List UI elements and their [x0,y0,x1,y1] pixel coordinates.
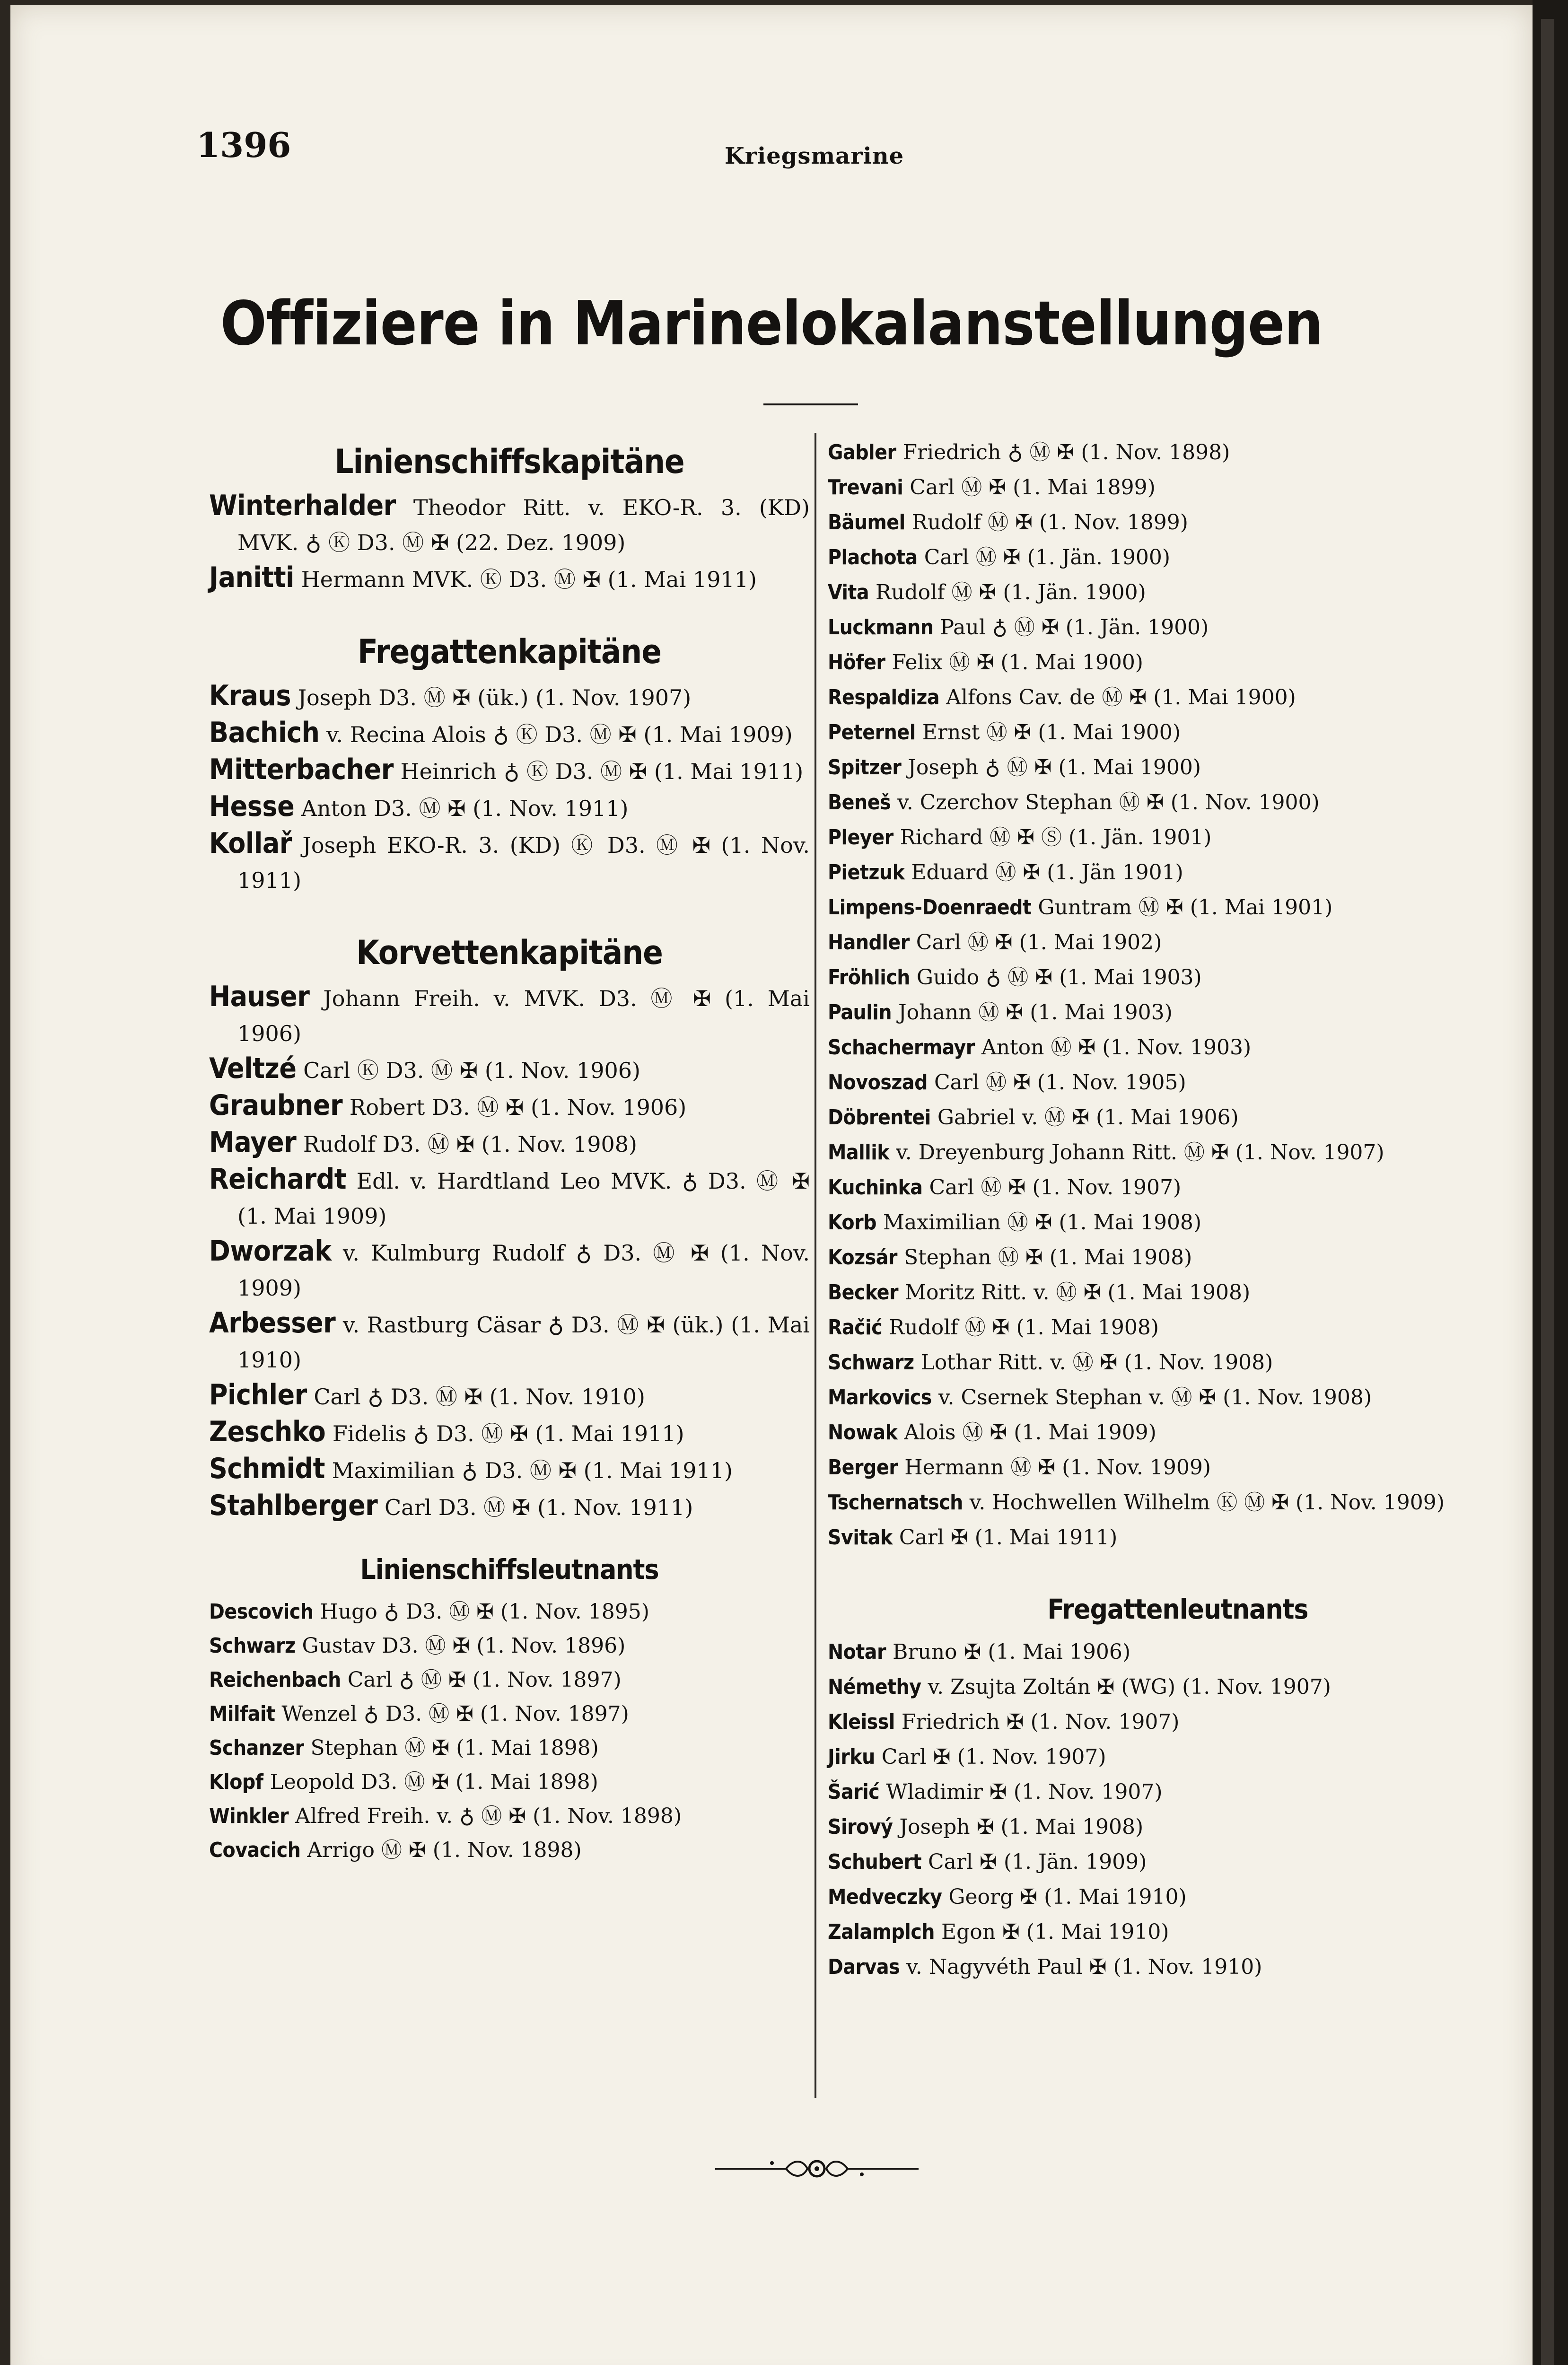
list-item [828,1740,1528,1775]
entry-details: Johann Freih. v. MVK. D3. Ⓜ ✠ (1. Mai 1906) [237,986,810,1046]
entry-surname: Novoszad [828,1070,928,1095]
left-column [209,435,810,1867]
entry-details: Leopold D3. Ⓜ ✠ (1. Mai 1898) [263,1770,598,1794]
entry-details: Carl ✠ (1. Jän. 1909) [921,1850,1147,1874]
list-fregattenleutnants [828,1635,1528,1985]
list-item [828,925,1528,960]
entry-details: Wladimir ✠ (1. Nov. 1907) [879,1780,1163,1804]
entry-surname: Markovics [828,1385,932,1410]
entry-details: Georg ✠ (1. Mai 1910) [942,1885,1187,1909]
entry-surname: Schmidt [209,1452,325,1485]
entry-details: Johann Ⓜ ✠ (1. Mai 1903) [892,1000,1173,1025]
entry-details: Friedrich ♁ Ⓜ ✠ (1. Nov. 1898) [896,440,1230,464]
entry-details: Carl Ⓜ ✠ (1. Mai 1899) [903,475,1156,499]
list-item [828,610,1528,645]
list-item [828,1310,1528,1345]
entry-surname: Medveczky [828,1885,942,1909]
entry-surname: Trevani [828,475,903,499]
list-item [828,855,1528,890]
entry-details: v. Kulmburg Rudolf ♁ D3. Ⓜ ✠ (1. Nov. 1909) [237,1240,810,1301]
list-item [209,488,810,560]
entry-surname: Račić [828,1315,883,1340]
entry-surname: Korb [828,1210,876,1235]
entry-details: Heinrich ♁ Ⓚ D3. Ⓜ ✠ (1. Mai 1911) [393,759,804,784]
entry-surname: Mallik [828,1140,890,1165]
list-item [828,1030,1528,1065]
list-item [828,960,1528,995]
entry-details: Carl D3. Ⓜ ✠ (1. Nov. 1911) [377,1495,693,1520]
list-item [209,1051,810,1088]
entry-surname: Peternel [828,720,916,745]
list-item [209,1088,810,1125]
list-korvettenkapitaene [209,979,810,1525]
list-item [828,1705,1528,1740]
entry-surname: Döbrentei [828,1105,931,1130]
entry-surname: Mayer [209,1126,297,1159]
list-item [209,1765,810,1799]
entry-details: v. Rastburg Cäsar ♁ D3. Ⓜ ✠ (ük.) (1. Mai 1910) [237,1312,810,1373]
entry-details: Felix Ⓜ ✠ (1. Mai 1900) [885,650,1143,674]
list-item [828,1345,1528,1380]
section-heading-linienschiffsleutnants: Linienschiffsleutnants [360,1553,659,1585]
entry-details: Stephan Ⓜ ✠ (1. Mai 1908) [897,1245,1192,1270]
entry-details: v. Zsujta Zoltán ✠ (WG) (1. Nov. 1907) [921,1675,1331,1699]
list-item [828,1635,1528,1670]
entry-details: Edl. v. Hardtland Leo MVK. ♁ D3. Ⓜ ✠ (1. Mai 1909) [237,1168,810,1229]
entry-details: Rudolf Ⓜ ✠ (1. Mai 1908) [882,1315,1159,1340]
list-item [209,1595,810,1629]
entry-surname: Némethy [828,1675,921,1699]
list-item [828,1100,1528,1135]
entry-surname: Zalamplch [828,1920,935,1944]
list-linienschiffskapitaene [209,488,810,597]
list-item [828,1880,1528,1915]
list-item [828,680,1528,715]
list-item [828,715,1528,750]
entry-surname: Svitak [828,1525,893,1550]
entry-details: Hermann Ⓜ ✠ (1. Nov. 1909) [898,1455,1211,1480]
list-item [209,979,810,1051]
entry-surname: Kraus [209,679,291,712]
column-divider [815,433,816,2098]
entry-details: Joseph D3. Ⓜ ✠ (ük.) (1. Nov. 1907) [290,685,692,710]
entry-surname: Respaldiza [828,685,940,710]
entry-details: Fidelis ♁ D3. Ⓜ ✠ (1. Mai 1911) [325,1421,684,1446]
entry-details: Arrigo Ⓜ ✠ (1. Nov. 1898) [300,1838,582,1862]
entry-details: Carl Ⓚ D3. Ⓜ ✠ (1. Nov. 1906) [296,1058,641,1083]
entry-details: Carl Ⓜ ✠ (1. Jän. 1900) [917,545,1171,569]
entry-details: Alois Ⓜ ✠ (1. Mai 1909) [897,1420,1156,1445]
list-item [209,752,810,789]
list-item [828,1485,1528,1520]
entry-details: Rudolf Ⓜ ✠ (1. Nov. 1899) [905,510,1188,534]
entry-surname: Janitti [209,561,295,594]
entry-surname: Fröhlich [828,965,910,990]
entry-surname: Gabler [828,440,896,464]
entry-surname: Plachota [828,545,918,569]
entry-surname: Schubert [828,1850,921,1874]
entry-details: Ernst Ⓜ ✠ (1. Mai 1900) [915,720,1181,745]
entry-surname: Pietzuk [828,860,905,885]
entry-surname: Arbesser [209,1306,336,1340]
entry-surname: Notar [828,1640,886,1664]
entry-surname: Stahlberger [209,1489,378,1522]
entry-surname: Limpens-Doenraedt [828,895,1032,920]
list-item [828,1670,1528,1705]
entry-details: Egon ✠ (1. Mai 1910) [934,1920,1169,1944]
list-item [828,1205,1528,1240]
list-item [828,995,1528,1030]
list-item [828,1520,1528,1555]
entry-surname: Winterhalder [209,489,396,522]
list-item [209,1377,810,1414]
entry-surname: Kollař [209,827,292,860]
entry-details: Carl Ⓜ ✠ (1. Nov. 1905) [927,1070,1186,1095]
entry-details: Rudolf D3. Ⓜ ✠ (1. Nov. 1908) [296,1131,637,1157]
entry-details: Maximilian Ⓜ ✠ (1. Mai 1908) [876,1210,1202,1235]
entry-surname: Bäumel [828,510,905,534]
entry-details: Carl ♁ Ⓜ ✠ (1. Nov. 1897) [341,1668,622,1692]
list-item [828,540,1528,575]
entry-surname: Berger [828,1455,898,1480]
entry-surname: Reichenbach [209,1668,341,1692]
entry-surname: Klopf [209,1770,263,1794]
list-item [828,820,1528,855]
entry-details: Carl ♁ D3. Ⓜ ✠ (1. Nov. 1910) [307,1384,645,1410]
list-item [828,575,1528,610]
entry-details: Theodor Ritt. v. EKO-R. 3. (KD) MVK. ♁ Ⓚ D3. Ⓜ ✠ (22. Dez. 1909) [237,495,810,555]
list-item [828,1240,1528,1275]
entry-surname: Nowak [828,1420,898,1445]
list-item [209,826,810,898]
entry-surname: Dworzak [209,1235,332,1268]
entry-surname: Pleyer [828,825,893,850]
list-item [209,1162,810,1234]
entry-surname: Beneš [828,790,891,815]
list-item [828,435,1528,470]
entry-surname: Milfait [209,1702,275,1726]
entry-surname: Bachich [209,716,320,749]
list-item [209,678,810,715]
page-number: 1396 [196,125,291,165]
list-item [209,1731,810,1765]
list-item [828,1135,1528,1170]
entry-details: Eduard Ⓜ ✠ (1. Jän 1901) [904,860,1183,885]
entry-details: v. Hochwellen Wilhelm Ⓚ Ⓜ ✠ (1. Nov. 1909) [963,1490,1445,1515]
list-item [828,505,1528,540]
entry-surname: Kleissl [828,1710,895,1734]
entry-details: Wenzel ♁ D3. Ⓜ ✠ (1. Nov. 1897) [275,1702,629,1726]
entry-surname: Schanzer [209,1736,304,1760]
entry-details: Maximilian ♁ D3. Ⓜ ✠ (1. Mai 1911) [325,1458,733,1483]
entry-surname: Handler [828,930,910,955]
section-heading-fregattenkapitaene: Fregattenkapitäne [358,632,661,671]
list-item [828,785,1528,820]
entry-details: Carl Ⓜ ✠ (1. Mai 1902) [909,930,1162,955]
entry-details: Hugo ♁ D3. Ⓜ ✠ (1. Nov. 1895) [313,1600,649,1624]
entry-details: Robert D3. Ⓜ ✠ (1. Nov. 1906) [342,1095,687,1120]
list-item [209,1833,810,1867]
entry-surname: Paulin [828,1000,892,1025]
entry-details: v. Czerchov Stephan Ⓜ ✠ (1. Nov. 1900) [891,790,1320,815]
entry-details: Rudolf Ⓜ ✠ (1. Jän. 1900) [869,580,1146,604]
entry-surname: Höfer [828,650,885,674]
entry-surname: Sirový [828,1815,893,1839]
entry-details: Anton Ⓜ ✠ (1. Nov. 1903) [974,1035,1252,1060]
entry-surname: Covacich [209,1838,301,1862]
entry-details: Alfons Cav. de Ⓜ ✠ (1. Mai 1900) [939,685,1296,710]
list-item [209,1697,810,1731]
entry-surname: Hesse [209,790,295,823]
entry-surname: Mitterbacher [209,753,394,786]
entry-surname: Winkler [209,1804,289,1828]
entry-details: Paul ♁ Ⓜ ✠ (1. Jän. 1900) [933,615,1209,639]
list-linienschiffsleutnants [209,1595,810,1867]
list-item [209,1305,810,1377]
entry-surname: Kuchinka [828,1175,923,1200]
list-item [209,789,810,826]
entry-details: Carl ✠ (1. Nov. 1907) [875,1745,1106,1769]
entry-details: Alfred Freih. v. ♁ Ⓜ ✠ (1. Nov. 1898) [289,1804,682,1828]
page-sheet [10,5,1533,2365]
entry-details: v. Nagyvéth Paul ✠ (1. Nov. 1910) [900,1955,1262,1979]
entry-details: Gabriel v. Ⓜ ✠ (1. Mai 1906) [930,1105,1239,1130]
entry-details: Stephan Ⓜ ✠ (1. Mai 1898) [304,1736,599,1760]
list-item [209,715,810,752]
list-item [828,890,1528,925]
entry-surname: Schwarz [828,1350,914,1375]
entry-details: Moritz Ritt. v. Ⓜ ✠ (1. Mai 1908) [898,1280,1251,1305]
entry-surname: Jirku [828,1745,875,1769]
list-fregattenkapitaene [209,678,810,898]
list-item [828,645,1528,680]
list-item [828,1380,1528,1415]
entry-details: Joseph EKO-R. 3. (KD) Ⓚ D3. Ⓜ ✠ (1. Nov. 1911) [237,832,810,893]
scan-edge [1533,0,1568,2365]
entry-surname: Reichardt [209,1163,347,1196]
list-item [828,1915,1528,1950]
entry-surname: Schachermayr [828,1035,975,1060]
right-column [828,435,1528,1985]
section-heading-korvettenkapitaene: Korvettenkapitäne [356,933,663,972]
entry-details: v. Recina Alois ♁ Ⓚ D3. Ⓜ ✠ (1. Mai 1909) [319,722,793,747]
list-item [209,1125,810,1162]
list-item [209,1488,810,1525]
list-item [209,1414,810,1451]
end-ornament-icon [715,2155,919,2183]
entry-details: Friedrich ✠ (1. Nov. 1907) [894,1710,1180,1734]
entry-details: Guntram Ⓜ ✠ (1. Mai 1901) [1031,895,1333,920]
list-item [828,1415,1528,1450]
list-item [828,470,1528,505]
running-head: Kriegsmarine [725,143,904,169]
section-heading-fregattenleutnants: Fregattenleutnants [1047,1593,1308,1625]
title-rule [763,403,858,405]
list-item [209,560,810,597]
list-item [828,1275,1528,1310]
entry-surname: Hauser [209,980,310,1013]
entry-surname: Vita [828,580,869,604]
list-item [828,1810,1528,1845]
list-item [828,1450,1528,1485]
entry-surname: Tschernatsch [828,1490,963,1515]
list-item [828,1845,1528,1880]
entry-surname: Luckmann [828,615,934,639]
list-item [828,1950,1528,1985]
entry-details: Joseph ✠ (1. Mai 1908) [893,1815,1144,1839]
entry-surname: Schwarz [209,1634,296,1658]
section-heading-linienschiffskapitaene: Linienschiffskapitäne [334,442,684,481]
list-item [209,1629,810,1663]
entry-surname: Becker [828,1280,899,1305]
entry-details: Anton D3. Ⓜ ✠ (1. Nov. 1911) [294,796,629,821]
entry-details: Bruno ✠ (1. Mai 1906) [886,1640,1130,1664]
list-item [209,1451,810,1488]
entry-surname: Zeschko [209,1415,326,1448]
entry-details: Richard Ⓜ ✠ Ⓢ (1. Jän. 1901) [893,825,1212,850]
list-item [828,1170,1528,1205]
entry-details: Carl Ⓜ ✠ (1. Nov. 1907) [922,1175,1182,1200]
entry-surname: Veltzé [209,1052,297,1085]
list-item [828,1775,1528,1810]
entry-details: Hermann MVK. Ⓚ D3. Ⓜ ✠ (1. Mai 1911) [294,567,757,592]
entry-surname: Descovich [209,1600,314,1624]
entry-surname: Pichler [209,1378,307,1411]
entry-surname: Kozsár [828,1245,897,1270]
entry-details: Joseph ♁ Ⓜ ✠ (1. Mai 1900) [901,755,1201,780]
page-title: Offiziere in Marinelokalanstellungen [220,289,1323,359]
list-item [209,1799,810,1833]
entry-surname: Spitzer [828,755,902,780]
list-item [209,1234,810,1305]
list-item [828,750,1528,785]
entry-details: Carl ✠ (1. Mai 1911) [892,1525,1118,1550]
list-item [828,1065,1528,1100]
entry-surname: Graubner [209,1089,343,1122]
entry-surname: Darvas [828,1955,900,1979]
entry-surname: Šarić [828,1780,880,1804]
list-item [209,1663,810,1697]
list-linienschiffsleutnants-continued [828,435,1528,1555]
entry-details: Lothar Ritt. v. Ⓜ ✠ (1. Nov. 1908) [914,1350,1273,1375]
entry-details: v. Dreyenburg Johann Ritt. Ⓜ ✠ (1. Nov. 1907) [889,1140,1384,1165]
entry-details: Guido ♁ Ⓜ ✠ (1. Mai 1903) [910,965,1202,990]
entry-details: Gustav D3. Ⓜ ✠ (1. Nov. 1896) [295,1634,626,1658]
entry-details: v. Csernek Stephan v. Ⓜ ✠ (1. Nov. 1908) [931,1385,1372,1410]
